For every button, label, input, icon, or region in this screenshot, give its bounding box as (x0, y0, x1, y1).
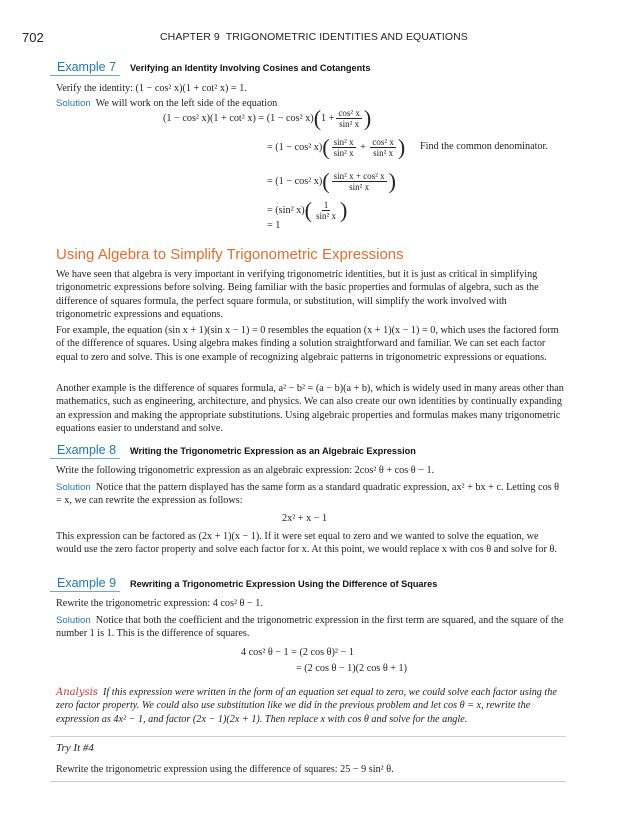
example-7-rule (50, 75, 120, 76)
analysis-text: If this expression were written in the form of an equation set equal to zero, we could solve each factor using the zero factor property. We could also use substitution like we did in the previous problem and let cos θ = x, rewrite the expression as 4x² − 1, and factor (2x − 1)(2x + 1). Then replace x with cos θ and solve for the angle. (56, 687, 557, 725)
example-9-line-2: = (2 cos θ − 1)(2 cos θ + 1) (296, 663, 408, 674)
analysis-block (56, 686, 564, 726)
step-2-note: Find the common denominator. (420, 141, 548, 152)
solution-text: Notice that the pattern displayed has the same form as a standard quadratic expression, ax² + bx + c. Letting cos θ = x, we can rewrite the expression as follows: (56, 482, 560, 507)
analysis-label: Analysis (56, 687, 98, 698)
example-8-after: This expression can be factored as (2x + 1)(x − 1). If it were set equal to zero and we wanted to solve the equation, we would use the zero factor property and solve each factor for x. At this point, we would replace x with cos θ and solve for θ. (56, 531, 557, 556)
fraction: $\frac{\text{sin² x + cos² x}}{\text{sin² x}}$ (333, 171, 385, 192)
fraction: $\frac{\text{cos² x}}{\text{sin² x}}$ (372, 137, 394, 158)
solution-label: Solution (56, 98, 91, 109)
example-8-rule (50, 458, 120, 459)
example-8-label: Example 8 (57, 443, 117, 457)
example-8-prompt: Write the following trigonometric expression as an algebraic expression: 2cos² θ + cos θ − 1. (56, 465, 435, 476)
step-1-one: 1 + (321, 112, 335, 124)
solution-text: We will work on the left side of the equation (95, 98, 278, 109)
example-9-solution (56, 614, 564, 641)
example-8-solution (56, 481, 564, 508)
example-9-prompt: Rewrite the trigonometric expression: 4 cos² θ − 1. (56, 598, 263, 609)
example-7-title: Verifying an Identity Involving Cosines and Cotangents (130, 63, 371, 73)
example-8-title: Writing the Trigonometric Expression as an Algebraic Expression (130, 446, 416, 456)
solution-label: Solution (56, 615, 91, 626)
try-it-bottom-rule (50, 781, 566, 782)
example-7-step-1: (1 − cos² x)(1 + cot² x) = (1 − cos² x)(1 + $\frac{\text{cos² x}}{\text{sin² x}}$ ) (163, 105, 372, 131)
solution-text: Notice that both the coefficient and the trigonometric expression in the first term are squared, and the square of the number 1 is 1. This is the difference of squares. (56, 615, 564, 640)
chapter-title: TRIGONOMETRIC IDENTITIES AND EQUATIONS (225, 31, 468, 43)
example-9-title: Rewriting a Trigonometric Expression Using the Difference of Squares (130, 579, 438, 589)
example-8-display: 2x² + x − 1 (282, 513, 328, 524)
section-paragraph-1: We have seen that algebra is very important in verifying trigonometric identities, but it is just as critical in simplifying trigonometric expressions before solving. Being familiar with the basic properties and formulas of algebra, such as the difference of squares formula, the perfect square formula, or substitution, will simplify the work involved with trigonometric expressions and equations. (56, 269, 539, 321)
page-number: 702 (22, 30, 44, 45)
fraction: $\frac{\text{cos² x}}{\text{sin² x}}$ (338, 108, 360, 129)
try-it-text: Rewrite the trigonometric expression using the difference of squares: 25 − 9 sin² θ. (56, 764, 394, 775)
step-1-lhs: (1 − cos² x)(1 + cot² x) = (1 − cos² x) (163, 112, 314, 124)
section-title: Using Algebra to Simplify Trigonometric Expressions (56, 246, 404, 263)
try-it-top-rule (50, 736, 566, 737)
example-7-step-3: = (1 − cos² x)( $\frac{\text{sin² x + cos² x}}{\text{sin² x}}$ ) (267, 168, 396, 194)
example-7-prompt: Verify the identity: (1 − cos² x)(1 + cot² x) = 1. (56, 83, 247, 94)
try-it-title: Try It #4 (56, 742, 94, 754)
example-9-rule (50, 591, 120, 592)
chapter-label: CHAPTER 9 (160, 31, 220, 43)
example-7-step-5: = 1 (267, 220, 281, 231)
fraction: $\frac{\text{sin² x}}{\text{sin² x}}$ (333, 137, 354, 158)
section-paragraph-2: For example, the equation (sin x + 1)(sin x − 1) = 0 resembles the equation (x + 1)(x − 1) = 0, which uses the factored form of the difference of squares. Using algebra makes finding a solution straightforward and familiar. We can set each factor equal to zero and solve. This is one example of recognizing algebraic patterns in trigonometric expressions or equations. (56, 325, 559, 363)
fraction: $\frac{1}{\text{sin² x}}$ (316, 200, 336, 221)
solution-label: Solution (56, 482, 91, 493)
example-7-step-2: = (1 − cos² x)( $\frac{\text{sin² x}}{\text{sin² x}}$ + $\frac{\text{cos² x}}{\text{sin² x}}$ ) (267, 134, 406, 160)
example-7-step-4: = (sin² x)( $\frac{1}{\text{sin² x}}$ ) (267, 197, 348, 223)
running-header (160, 31, 468, 43)
section-paragraph-3: Another example is the difference of squares formula, a² − b² = (a − b)(a + b), which is widely used in many areas other than mathematics, such as engineering, architecture, and physics. We can also create our own identities by continually expanding an expression and making the appropriate substitutions. Using algebraic properties and formulas makes many trigonometric equations easier to understand and solve. (56, 383, 564, 435)
example-9-line-1: 4 cos² θ − 1 = (2 cos θ)² − 1 (241, 647, 354, 658)
example-9-label: Example 9 (57, 576, 117, 590)
example-7-label: Example 7 (57, 60, 117, 74)
